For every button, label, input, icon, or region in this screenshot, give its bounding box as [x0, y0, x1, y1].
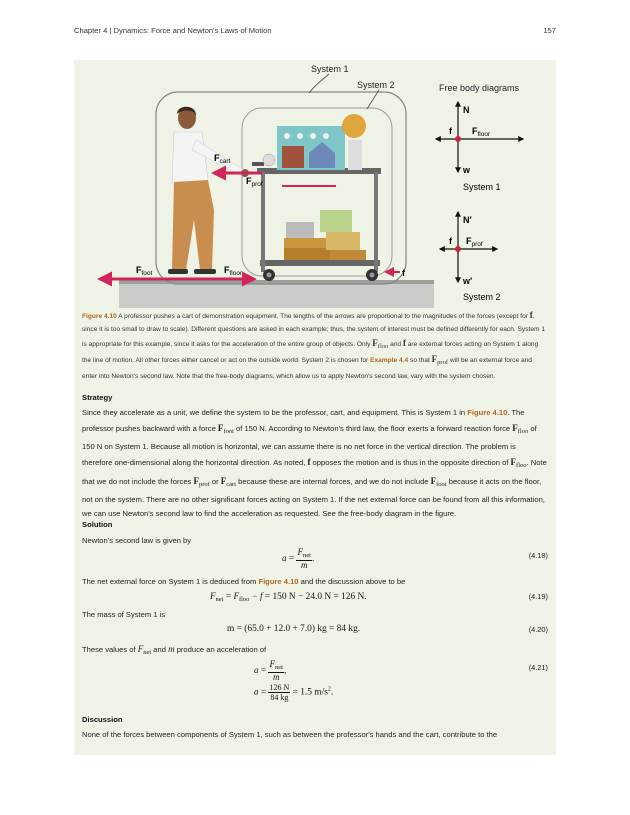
svg-text:f: f [449, 236, 452, 246]
system2-label: System 2 [357, 80, 395, 90]
solution-paragraph-3: The mass of System 1 is [82, 610, 166, 619]
f-floor-label: $F_{floor}$ [224, 265, 243, 277]
solution-paragraph-4: These values of $F_{net}$ and m produce an acceleration of [82, 644, 267, 656]
f-friction-label: f [402, 268, 405, 278]
svg-text:System 1: System 1 [463, 182, 501, 192]
page-number: 157 [543, 26, 556, 35]
svg-text:Fprof: $F_{prof}$ [466, 236, 483, 248]
svg-text:N: N [463, 105, 470, 115]
strategy-heading: Strategy [82, 393, 113, 402]
svg-text:System 2: System 2 [463, 292, 501, 302]
discussion-heading: Discussion [82, 715, 123, 724]
equation-4-18: a = $\frac{F_{net}}{m}$ . [282, 547, 315, 570]
system1-label: System 1 [311, 64, 349, 74]
fbd-title: Free body diagrams [439, 83, 520, 93]
figure-caption: Figure 4.10 A professor pushes a cart of demonstration equipment. The lengths of the arrows are proportional to the magnitudes of the forces (except for f, since it is too small to draw to scale). Different questions are asked in each example; thus, the system of interest must be defined differently for each. System 1 is appropriate for this example, since it asks for the acceleration of the entire group of objects. Only $F_{floo}$ and f are external forces acting on System 1 along the line of motion. All other forces either cancel or act on the outside world. System 2 is chosen for Example 4.4 so that $F_{prof}$ will be an external force and enter into Newton's second law. Note that the free-body diagrams, which allow us to apply Newton's second law, vary with the system chosen. [82, 310, 546, 380]
equation-number-4-18: (4.18) [528, 551, 548, 560]
figure-link-2[interactable]: Figure 4.10 [258, 577, 299, 586]
figure-link[interactable]: Figure 4.10 [467, 408, 508, 417]
f-foot-label: $F_{foot}$ [136, 265, 153, 277]
solution-intro: Newton's second law is given by [82, 536, 192, 545]
system2-pointer [367, 90, 379, 109]
equation-4-21-line1: a = $\frac{F_{net}}{m}$ , [254, 659, 287, 682]
equation-4-21-line2: a = $\frac{126 N}{84 kg}$ = 1.5 $m/s^2$. [254, 683, 334, 702]
equation-number-4-19: (4.19) [528, 592, 548, 601]
strategy-paragraph: Since they accelerate as a unit, we define the system to be the professor, cart, and equipment. This is System 1 in Figure 4.10. The professor pushes backward with a force $F_{foot}$ of 150 N. According to Newton's third law, the floor exerts a forward reaction force $F_{floo}$ of 150 N on System 1. Because all motion is horizontal, we can assume there is no net force in the vertical direction. The problem is therefore one-dimensional along the horizontal direction. As noted, f opposes the motion and is thus in the opposite direction of $F_{floo}$. Note that we do not include the forces $F_{prof}$ or $F_{cart}$ because these are internal forces, and we do not include $F_{foot}$ because it acts on the floor, not on the system. There are no other significant forces acting on System 1. If the net external force can be found from all this information, we can use Newton's second law to find the acceleration as requested. See the free-body diagram in the figure. [82, 408, 547, 519]
solution-paragraph-2: The net external force on System 1 is deduced from Figure 4.10 and the discussion above to be [82, 577, 406, 586]
figure-panel [74, 60, 556, 755]
svg-text:w′: w′ [463, 276, 473, 286]
discussion-paragraph: None of the forces between components of System 1, such as between the professor's hands and the cart, contribute to the [82, 730, 498, 739]
caption-figure-label: Figure 4.10 [82, 313, 117, 320]
svg-text:N′: N′ [463, 215, 472, 225]
svg-text:w: w [463, 165, 471, 175]
svg-text:Ffloor: $F_{floor}$ [472, 126, 491, 138]
f-prof-label: $F_{prof}$ [246, 176, 263, 188]
equation-number-4-20: (4.20) [528, 625, 548, 634]
professor [168, 107, 249, 274]
fbd-system2 [440, 212, 501, 302]
floor [119, 282, 434, 308]
example-link[interactable]: Example 4.4 [370, 357, 409, 365]
f-cart-label: $F_{cart}$ [214, 153, 231, 165]
equation-number-4-21: (4.21) [528, 663, 548, 672]
solution-heading: Solution [82, 520, 113, 529]
equation-4-20: m = (65.0 + 12.0 + 7.0) kg = 84 kg. [227, 624, 361, 634]
system1-pointer [309, 74, 329, 93]
figure-illustration [74, 60, 556, 310]
running-header-chapter: Chapter 4 | Dynamics: Force and Newton's Laws of Motion [74, 26, 272, 35]
cart [252, 114, 381, 281]
equation-4-19: $F_{net} = F_{floo} - f = 150$ N − 24.0 N = 126 N. [210, 591, 367, 603]
fbd-system1 [436, 102, 523, 192]
svg-text:f: f [449, 126, 452, 136]
